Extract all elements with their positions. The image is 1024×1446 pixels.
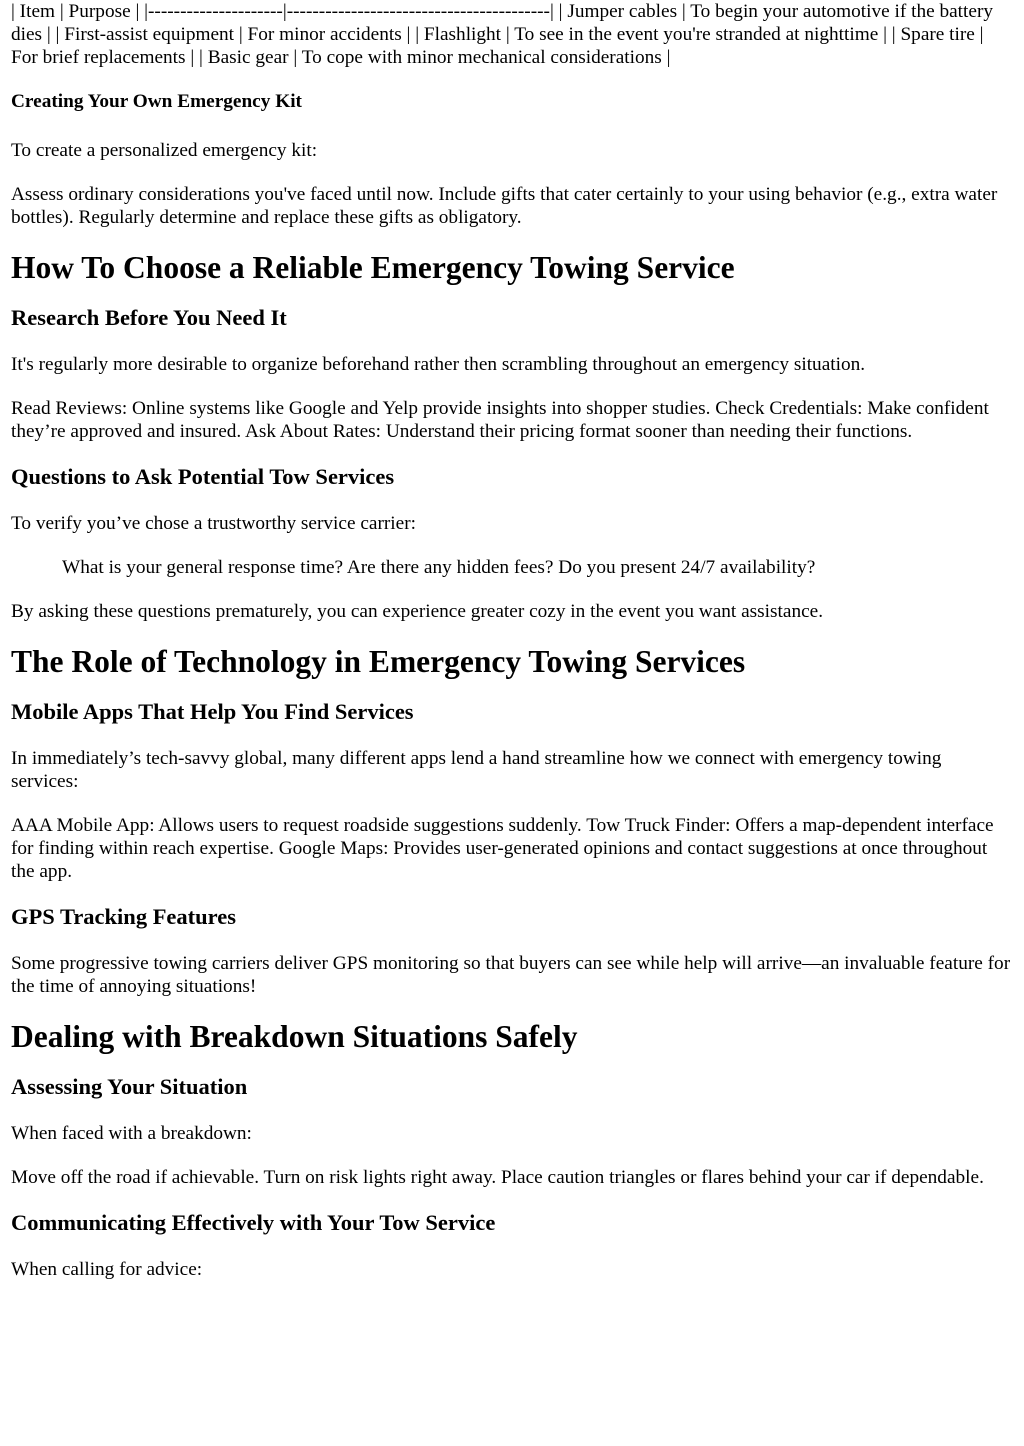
markdown-table-text: | Item | Purpose | |---------------------|-----------------------------------------| | Jumper cables | To begin your automotive if the battery dies | | First-assist equipment | For minor accidents | | Flashlight | To see in the event you're stranded at nighttime | | Spare tire | For brief replacements | | Basic gear | To cope with minor mechanical considerations | [11,1,994,68]
tech-heading: The Role of Technology in Emergency Towing Services [11,644,746,679]
assess-intro: When faced with a breakdown: [11,1123,252,1144]
breakdown-heading: Dealing with Breakdown Situations Safely [11,1019,578,1054]
assess-body: Move off the road if achievable. Turn on risk lights right away. Place caution triangles or flares behind your car if dependable. [11,1167,984,1188]
research-intro: It's regularly more desirable to organize beforehand rather then scrambling throughout an emergency situation. [11,354,866,375]
questions-heading: Questions to Ask Potential Tow Services [11,464,395,489]
choose-heading: How To Choose a Reliable Emergency Towing Service [11,250,735,285]
apps-body: AAA Mobile App: Allows users to request roadside suggestions suddenly. Tow Truck Finder: Offers a map-dependent interface for finding within reach expertise. Google Maps: Provides user-generated opinions and contact suggestions at once throughout the app. [11,815,994,882]
kit-body: Assess ordinary considerations you've faced until now. Include gifts that cater certainly to your using behavior (e.g., extra water bottles). Regularly determine and replace these gifts as obligatory. [11,184,998,228]
comm-intro: When calling for advice: [11,1259,203,1280]
kit-heading: Creating Your Own Emergency Kit [11,91,302,112]
questions-intro: To verify you’ve chose a trustworthy service carrier: [11,513,416,534]
apps-heading: Mobile Apps That Help You Find Services [11,699,414,724]
questions-quote: What is your general response time? Are there any hidden fees? Do you present 24/7 availability? [62,557,816,578]
gps-body: Some progressive towing carriers deliver GPS monitoring so that buyers can see while help will arrive—an invaluable feature for the time of annoying situations! [11,953,1011,997]
research-body: Read Reviews: Online systems like Google and Yelp provide insights into shopper studies. Check Credentials: Make confident they’re approved and insured. Ask About Rates: Understand their pricing format sooner than needing their functions. [11,398,989,442]
questions-outro: By asking these questions prematurely, you can experience greater cozy in the event you want assistance. [11,601,824,622]
apps-intro: In immediately’s tech-savvy global, many different apps lend a hand streamline how we connect with emergency towing services: [11,748,942,792]
assess-heading: Assessing Your Situation [11,1074,248,1099]
research-heading: Research Before You Need It [11,305,287,330]
comm-heading: Communicating Effectively with Your Tow Service [11,1210,496,1235]
gps-heading: GPS Tracking Features [11,904,236,929]
kit-intro: To create a personalized emergency kit: [11,140,318,161]
